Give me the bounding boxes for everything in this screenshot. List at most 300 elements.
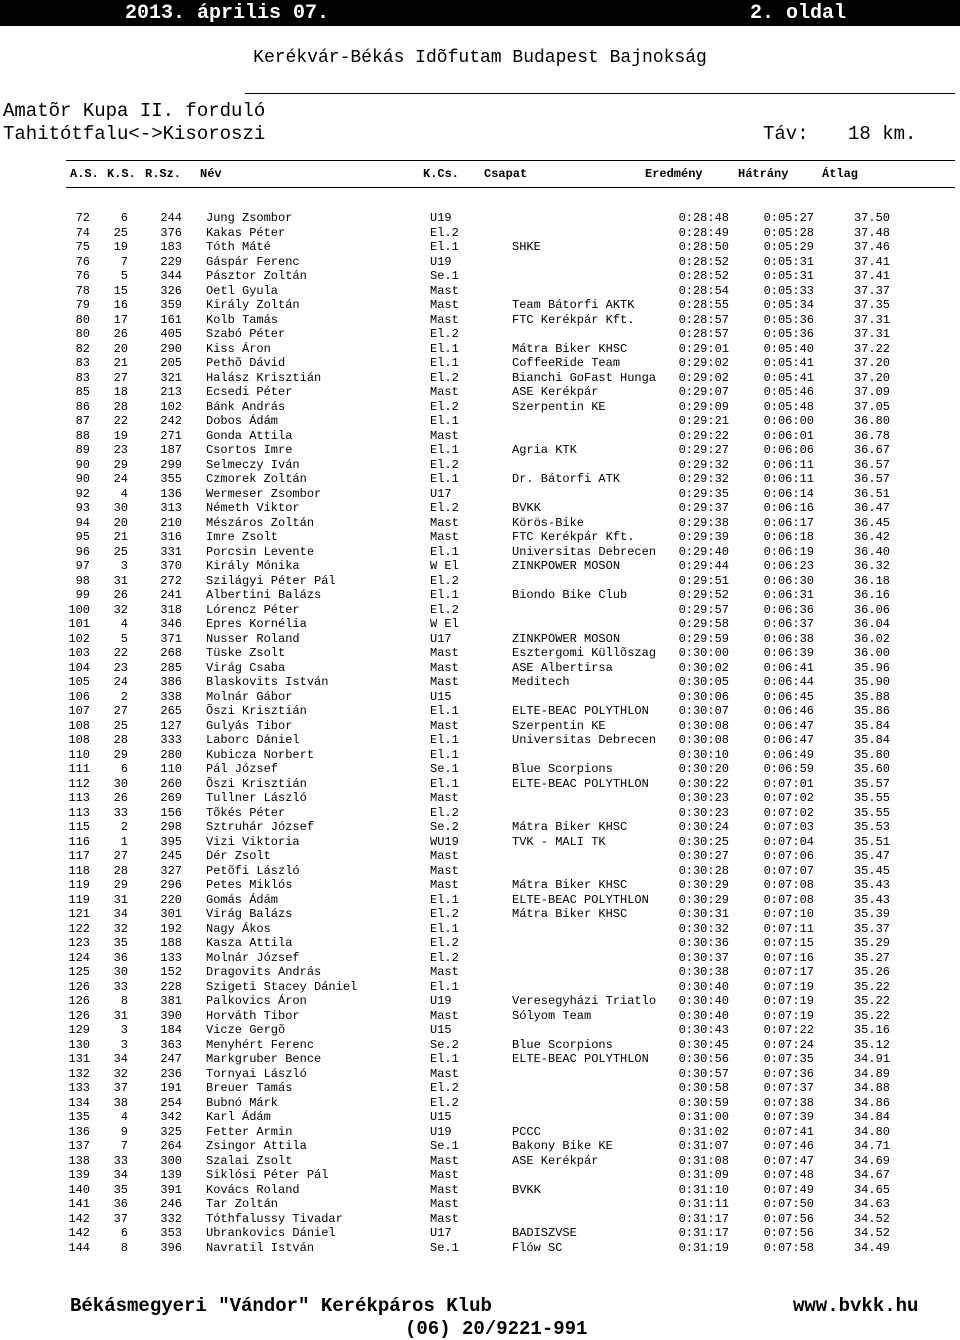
team-cell: BADISZVSE [512,1226,577,1240]
overall-rank-cell: 96 [75,544,90,559]
gap-time-cell: 0:07:07 [763,863,814,878]
race-number-cell: 344 [160,269,182,283]
result-time-cell: 0:30:02 [678,660,729,675]
team-cell [512,1197,672,1212]
rider-name-cell: Halász Krisztián [206,370,322,385]
result-time-cell: 0:29:02 [678,356,729,370]
category-rank-cell: 34 [113,1052,128,1066]
average-speed-cell: 37.09 [853,385,890,399]
category-rank-cell: 31 [113,573,128,588]
category-rank-cell: 16 [113,298,128,312]
header-bar [0,0,960,26]
category-cell: U15 [430,1110,452,1124]
category-rank-cell: 2 [120,820,128,834]
result-time-cell: 0:29:09 [678,399,729,414]
average-speed-cell: 34.84 [853,1110,890,1124]
race-number-cell: 325 [160,1124,182,1139]
race-number-cell: 299 [160,457,182,472]
average-speed-cell: 34.88 [853,1081,890,1095]
category-rank-cell: 33 [113,979,128,994]
average-speed-cell: 37.31 [853,327,890,341]
rider-name-cell: Sztruhár József [206,820,315,834]
category-rank-cell: 4 [120,1110,128,1124]
category-rank-cell: 29 [113,457,128,472]
average-speed-cell: 35.80 [853,747,890,762]
page-number: 2. oldal [750,2,847,25]
category-cell: U19 [430,1124,452,1139]
result-time-cell: 0:30:56 [678,1052,729,1066]
race-number-cell: 371 [160,631,182,646]
overall-rank-cell: 141 [68,1197,90,1211]
average-speed-cell: 37.20 [853,356,890,370]
team-cell [512,327,672,342]
category-rank-cell: 26 [113,588,128,602]
category-rank-cell: 4 [120,617,128,631]
rider-name-cell: Tornyai László [206,1066,307,1081]
race-number-cell: 246 [160,1197,182,1211]
table-row [60,269,890,284]
table-row [60,1081,890,1096]
overall-rank-cell: 88 [75,428,90,443]
team-cell [512,255,672,270]
route-name: Tahitótfalu<->Kisoroszi [3,123,266,145]
average-speed-cell: 35.43 [853,892,890,907]
result-time-cell: 0:28:57 [678,312,729,327]
team-cell: Biondo Bike Club [512,588,628,602]
result-time-cell: 0:30:20 [678,762,729,776]
category-cell: Mast [430,298,459,312]
rider-name-cell: Gáspár Ferenc [206,254,300,269]
category-cell: El.2 [430,805,459,820]
table-row [60,994,890,1009]
overall-rank-cell: 139 [68,1168,90,1182]
result-time-cell: 0:30:27 [678,849,729,863]
category-rank-cell: 6 [120,762,128,776]
overall-rank-cell: 104 [68,660,90,675]
race-number-cell: 133 [160,950,182,965]
race-number-cell: 228 [160,979,182,994]
result-time-cell: 0:30:05 [678,675,729,689]
result-time-cell: 0:29:57 [678,602,729,617]
team-cell: ELTE-BEAC POLYTHLON [512,1052,649,1066]
average-speed-cell: 36.47 [853,501,890,515]
rider-name-cell: Mészáros Zoltán [206,515,315,530]
team-cell [512,226,672,241]
overall-rank-cell: 132 [68,1066,90,1081]
average-speed-cell: 35.51 [853,834,890,849]
result-time-cell: 0:30:40 [678,979,729,994]
rider-name-cell: Navratil István [206,1240,315,1255]
rider-name-cell: Õszi Krisztián [206,776,307,791]
overall-rank-cell: 86 [75,399,90,414]
average-speed-cell: 35.84 [853,718,890,733]
race-number-cell: 192 [160,921,182,936]
average-speed-cell: 37.41 [853,269,890,283]
result-time-cell: 0:29:39 [678,530,729,544]
team-cell: TVK - MALI TK [512,834,606,849]
table-row [60,342,890,357]
average-speed-cell: 36.18 [853,573,890,588]
average-speed-cell: 35.22 [853,979,890,994]
rider-name-cell: Gulyás Tibor [206,718,293,733]
result-time-cell: 0:29:35 [678,486,729,501]
category-cell: Mast [430,428,459,443]
rider-name-cell: Tóthfalussy Tivadar [206,1211,343,1226]
category-cell: Mast [430,385,459,399]
category-rank-cell: 19 [113,240,128,254]
gap-time-cell: 0:07:36 [763,1066,814,1081]
col-head-average: Átlag [822,167,859,181]
result-time-cell: 0:31:02 [678,1124,729,1139]
result-time-cell: 0:29:38 [678,515,729,530]
table-row [60,632,890,647]
average-speed-cell: 36.57 [853,457,890,472]
category-rank-cell: 29 [113,878,128,892]
overall-rank-cell: 111 [68,762,90,776]
average-speed-cell: 36.02 [853,631,890,646]
overall-rank-cell: 138 [68,1153,90,1168]
gap-time-cell: 0:06:14 [763,486,814,501]
average-speed-cell: 37.20 [853,370,890,385]
category-rank-cell: 33 [113,805,128,820]
rider-name-cell: Horváth Tibor [206,1008,300,1023]
gap-time-cell: 0:07:56 [763,1226,814,1240]
race-number-cell: 183 [160,240,182,254]
category-cell: Mast [430,849,459,863]
category-rank-cell: 25 [113,225,128,240]
team-cell: ELTE-BEAC POLYTHLON [512,776,649,791]
category-rank-cell: 3 [120,1037,128,1052]
race-number-cell: 161 [160,312,182,327]
overall-rank-cell: 92 [75,486,90,501]
gap-time-cell: 0:07:49 [763,1182,814,1197]
rider-name-cell: Menyhért Ferenc [206,1037,315,1052]
category-rank-cell: 27 [113,849,128,863]
rider-name-cell: Szilágyi Péter Pál [206,573,336,588]
gap-time-cell: 0:06:23 [763,559,814,573]
result-time-cell: 0:28:50 [678,240,729,254]
result-time-cell: 0:31:17 [678,1226,729,1240]
average-speed-cell: 35.26 [853,965,890,979]
gap-time-cell: 0:06:17 [763,515,814,530]
category-rank-cell: 34 [113,1168,128,1182]
average-speed-cell: 35.37 [853,921,890,936]
race-number-cell: 205 [160,356,182,370]
table-row [60,574,890,589]
team-cell [512,284,672,299]
team-cell: Blue Scorpions [512,762,613,776]
gap-time-cell: 0:06:38 [763,631,814,646]
rider-name-cell: Nusser Roland [206,631,300,646]
gap-time-cell: 0:06:06 [763,443,814,457]
team-cell [512,980,672,995]
gap-time-cell: 0:06:16 [763,501,814,515]
category-rank-cell: 2 [120,689,128,704]
table-row [60,588,890,603]
team-cell [512,849,672,864]
rider-name-cell: Pethõ Dávid [206,356,286,370]
race-number-cell: 268 [160,646,182,660]
category-rank-cell: 30 [113,965,128,979]
gap-time-cell: 0:07:35 [763,1052,814,1066]
team-cell: ZINKPOWER MOSON [512,559,621,573]
team-cell: SHKE [512,240,541,254]
overall-rank-cell: 83 [75,370,90,385]
team-cell: Agria KTK [512,443,577,457]
category-cell: WU19 [430,834,459,849]
average-speed-cell: 34.63 [853,1197,890,1211]
team-cell: FTC Kerékpár Kft. [512,312,635,327]
overall-rank-cell: 126 [68,1008,90,1023]
category-rank-cell: 30 [113,501,128,515]
table-row [60,965,890,980]
average-speed-cell: 36.40 [853,544,890,559]
race-number-cell: 290 [160,341,182,356]
average-speed-cell: 34.91 [853,1052,890,1066]
rider-name-cell: Kolb Tamás [206,312,279,327]
table-row [60,835,890,850]
category-cell: U19 [430,211,452,225]
category-rank-cell: 28 [113,733,128,747]
gap-time-cell: 0:05:36 [763,312,814,327]
category-rank-cell: 24 [113,675,128,689]
category-cell: Se.2 [430,1037,459,1052]
col-head-result: Eredmény [645,167,703,181]
category-cell: Mast [430,718,459,733]
gap-time-cell: 0:06:30 [763,573,814,588]
rider-name-cell: Blaskovits István [206,675,329,689]
team-cell [512,922,672,937]
table-row [60,675,890,690]
table-row [60,313,890,328]
race-number-cell: 353 [160,1226,182,1240]
table-row [60,458,890,473]
category-cell: Mast [430,660,459,675]
average-speed-cell: 34.80 [853,1124,890,1139]
category-rank-cell: 1 [120,834,128,849]
category-cell: Mast [430,646,459,660]
category-rank-cell: 35 [113,936,128,950]
gap-time-cell: 0:07:17 [763,965,814,979]
rider-name-cell: Pál József [206,762,279,776]
table-row [60,1052,890,1067]
team-cell: FTC Kerékpár Kft. [512,530,635,544]
result-time-cell: 0:29:27 [678,443,729,457]
category-rank-cell: 32 [113,602,128,617]
team-cell: Flów SC [512,1240,563,1255]
category-rank-cell: 20 [113,341,128,356]
col-head-category: K.Cs. [423,167,460,181]
overall-rank-cell: 101 [68,617,90,631]
table-row [60,922,890,937]
event-name: Amatõr Kupa II. forduló [3,100,266,122]
category-cell: U19 [430,994,452,1008]
category-cell: Mast [430,1066,459,1081]
table-row [60,226,890,241]
gap-time-cell: 0:07:37 [763,1081,814,1095]
rider-name-cell: Király Mónika [206,559,300,573]
result-time-cell: 0:29:40 [678,544,729,559]
rider-name-cell: Tõkés Péter [206,805,286,820]
table-row [60,501,890,516]
average-speed-cell: 36.00 [853,646,890,660]
race-number-cell: 187 [160,443,182,457]
rider-name-cell: Szabó Péter [206,327,286,341]
race-number-cell: 184 [160,1023,182,1037]
average-speed-cell: 34.65 [853,1182,890,1197]
header-divider [245,93,955,94]
result-time-cell: 0:30:36 [678,936,729,950]
team-cell: ASE Kerékpár [512,1153,599,1168]
category-rank-cell: 27 [113,370,128,385]
average-speed-cell: 35.57 [853,776,890,791]
category-cell: W El [430,559,459,573]
overall-rank-cell: 85 [75,385,90,399]
gap-time-cell: 0:06:11 [763,457,814,472]
overall-rank-cell: 108 [68,733,90,747]
race-number-cell: 210 [160,515,182,530]
table-row [60,1125,890,1140]
table-row [60,1197,890,1212]
result-time-cell: 0:30:40 [678,1008,729,1023]
category-rank-cell: 24 [113,472,128,486]
category-cell: El.1 [430,341,459,356]
gap-time-cell: 0:07:01 [763,776,814,791]
rider-name-cell: Tüske Zsolt [206,646,286,660]
table-row [60,806,890,821]
category-cell: Mast [430,312,459,327]
overall-rank-cell: 90 [75,457,90,472]
team-cell: Universitas Debrecen [512,733,657,747]
overall-rank-cell: 116 [68,834,90,849]
race-number-cell: 327 [160,863,182,878]
result-time-cell: 0:28:55 [678,298,729,312]
team-cell: ZINKPOWER MOSON [512,631,621,646]
gap-time-cell: 0:07:19 [763,994,814,1008]
category-cell: Mast [430,965,459,979]
table-row [60,298,890,313]
rider-name-cell: Molnár Gábor [206,689,293,704]
average-speed-cell: 35.96 [853,660,890,675]
race-number-cell: 242 [160,414,182,428]
race-number-cell: 386 [160,675,182,689]
team-cell: Universitas Debrecen [512,544,657,559]
rider-name-cell: Dobos Ádám [206,414,279,428]
race-number-cell: 260 [160,776,182,791]
result-time-cell: 0:29:21 [678,414,729,428]
average-speed-cell: 34.71 [853,1139,890,1153]
race-number-cell: 298 [160,820,182,834]
overall-rank-cell: 108 [68,718,90,733]
average-speed-cell: 37.35 [853,298,890,312]
table-row [60,1023,890,1038]
average-speed-cell: 34.86 [853,1095,890,1110]
gap-time-cell: 0:05:33 [763,283,814,298]
gap-time-cell: 0:07:22 [763,1023,814,1037]
gap-time-cell: 0:05:48 [763,399,814,414]
rider-name-cell: Kakas Péter [206,225,286,240]
category-cell: U17 [430,631,452,646]
overall-rank-cell: 126 [68,979,90,994]
category-cell: El.1 [430,921,459,936]
table-row [60,878,890,893]
average-speed-cell: 36.16 [853,588,890,602]
overall-rank-cell: 117 [68,849,90,863]
gap-time-cell: 0:07:02 [763,805,814,820]
category-rank-cell: 18 [113,385,128,399]
overall-rank-cell: 121 [68,907,90,921]
category-cell: Se.1 [430,1240,459,1255]
rider-name-cell: Tullner László [206,791,307,805]
average-speed-cell: 35.90 [853,675,890,689]
category-cell: Mast [430,791,459,805]
club-website: www.bvkk.hu [793,1295,919,1317]
rider-name-cell: Tar Zoltán [206,1197,279,1211]
overall-rank-cell: 102 [68,631,90,646]
category-cell: Mast [430,863,459,878]
category-rank-cell: 21 [113,530,128,544]
category-rank-cell: 9 [120,1124,128,1139]
rider-name-cell: Kasza Attila [206,936,293,950]
race-number-cell: 301 [160,907,182,921]
rider-name-cell: Csortos Imre [206,443,293,457]
gap-time-cell: 0:06:46 [763,704,814,718]
overall-rank-cell: 78 [75,283,90,298]
category-cell: El.1 [430,472,459,486]
result-time-cell: 0:29:37 [678,501,729,515]
team-cell [512,269,672,284]
table-row [60,255,890,270]
overall-rank-cell: 94 [75,515,90,530]
category-cell: El.1 [430,414,459,428]
gap-time-cell: 0:07:06 [763,849,814,863]
overall-rank-cell: 105 [68,675,90,689]
rider-name-cell: Õszi Krisztián [206,704,307,718]
race-number-cell: 321 [160,370,182,385]
category-rank-cell: 27 [113,704,128,718]
result-time-cell: 0:31:00 [678,1110,729,1124]
race-number-cell: 269 [160,791,182,805]
table-row [60,385,890,400]
overall-rank-cell: 76 [75,254,90,269]
result-time-cell: 0:31:08 [678,1153,729,1168]
result-time-cell: 0:29:44 [678,559,729,573]
team-cell [512,1168,672,1183]
overall-rank-cell: 75 [75,240,90,254]
category-cell: El.2 [430,936,459,950]
result-time-cell: 0:28:54 [678,283,729,298]
result-time-cell: 0:30:24 [678,820,729,834]
team-cell: ASE Kerékpár [512,385,599,399]
category-rank-cell: 25 [113,544,128,559]
team-cell: Sólyom Team [512,1008,592,1023]
result-time-cell: 0:28:52 [678,269,729,283]
table-row [60,777,890,792]
col-head-race-number: R.Sz. [145,167,182,181]
category-rank-cell: 17 [113,312,128,327]
category-cell: El.2 [430,950,459,965]
rider-name-cell: Epres Kornélia [206,617,307,631]
rider-name-cell: Porcsin Levente [206,544,315,559]
gap-time-cell: 0:07:41 [763,1124,814,1139]
race-number-cell: 254 [160,1095,182,1110]
category-rank-cell: 37 [113,1081,128,1095]
table-row [60,980,890,995]
team-cell: Mátra Biker KHSC [512,341,628,356]
race-number-cell: 220 [160,892,182,907]
result-time-cell: 0:30:23 [678,791,729,805]
result-time-cell: 0:31:17 [678,1211,729,1226]
